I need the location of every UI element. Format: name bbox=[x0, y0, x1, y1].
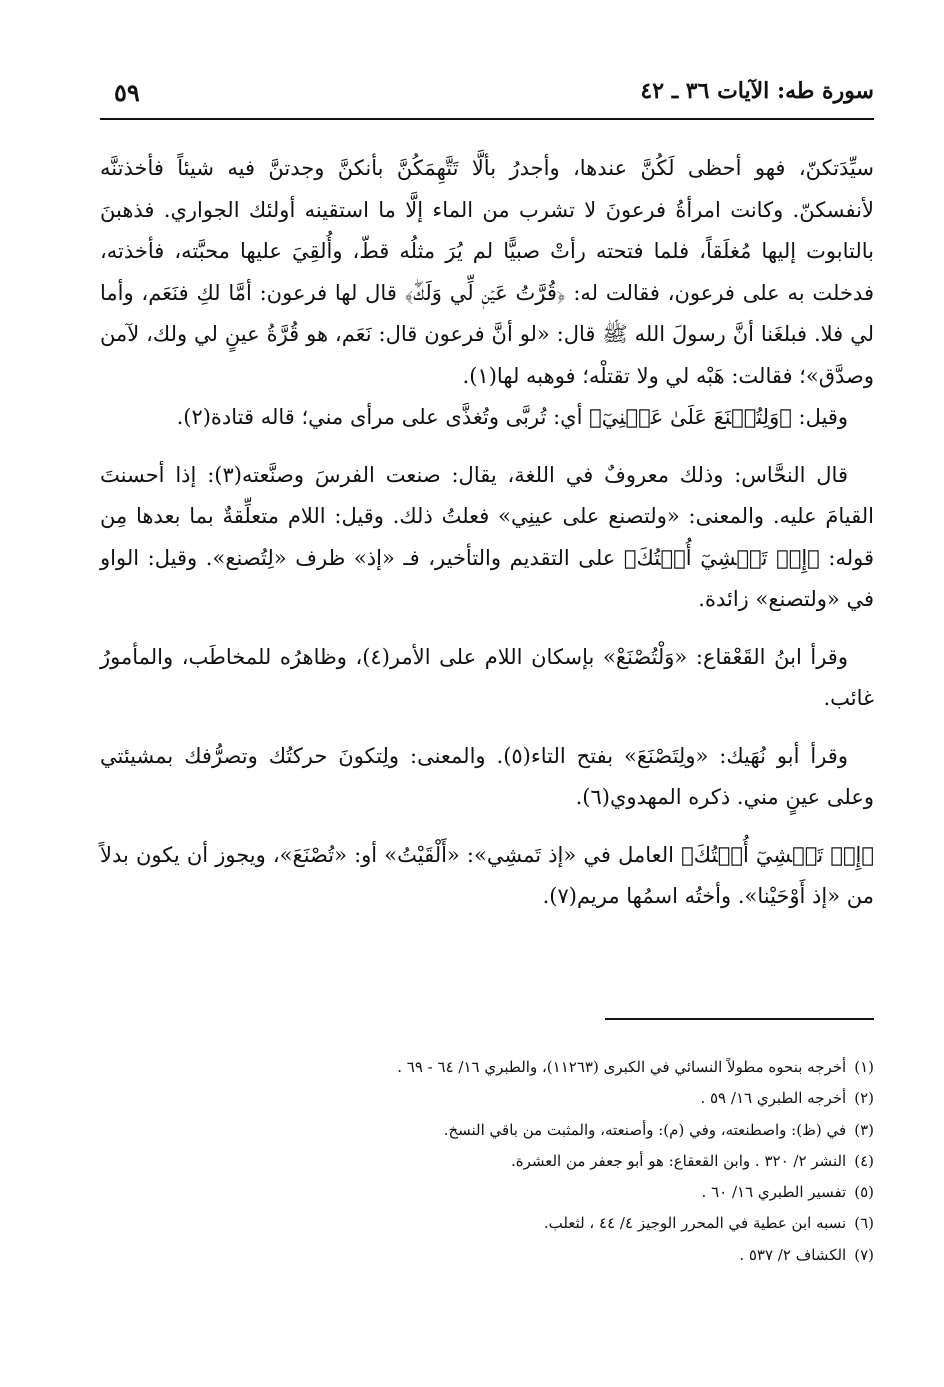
footnote bbox=[100, 1146, 874, 1177]
footnote-number: (٤) bbox=[854, 1151, 874, 1170]
footnote-text: نسبه ابن عطية في المحرر الوجيز ٤/ ٤٤ ، لثعلب. bbox=[543, 1214, 847, 1233]
paragraph: سيِّدَتكنّ، فهو أحظى لَكُنَّ عندها، وأجدرُ بألَّا تَتَّهِمَكُنَّ بأنكنَّ وجدتنَّ فيه شيئاً فأخذتنَّه لأنفسكنّ. وكانت امرأةُ فرعونَ لا تشرب من الماء إلَّا ما استقينه أولئك الجواري. فذهبنَ بالتابوت إليها مُغلَقاً، فلما فتحته رأتْ صبيًّا لم يُرَ مثلُه قطّ، وأُلقِيَ عليها محبَّته، فأخذته، فدخلت به على فرعون، فقالت له: ﴿قُرَّتُ عَيۡنٖ لِّي وَلَكَۖ﴾ قال لها فرعون: أمَّا لكِ فنَعَم، وأما لي فلا. فبلغَنا أنَّ رسولَ الله ﷺ قال: «لو أنَّ فرعون قال: نَعَم، هو قُرَّةُ عينٍ لي ولك، لآمن وصدَّق»؛ فقالت: هَبْه لي ولا تقتلْه؛ فوهبه لها(١). bbox=[100, 156, 874, 388]
paragraph: وقيل: ﴿وَلِتُصۡنَعَ عَلَىٰ عَيۡنِيٓ﴾ أي: تُربَّى وتُغذَّى على مرأى مني؛ قاله قتادة(٢). bbox=[176, 405, 848, 429]
footnote-number: (٥) bbox=[854, 1183, 874, 1202]
paragraph: ﴿إِذۡ تَمۡشِيٓ أُخۡتُكَ﴾ العامل في «إذ تَمشِي»: «أَلْقَيْتُ» أو: «تُصْنَعَ»، ويجوز أن يكون بدلاً من «إذ أَوْحَيْنا». وأختُه اسمُها مريم(٧). bbox=[100, 842, 874, 908]
footnote bbox=[100, 1240, 874, 1271]
footnote bbox=[100, 1052, 874, 1083]
footnotes bbox=[100, 1052, 874, 1271]
footnote-number: (٧) bbox=[854, 1245, 874, 1264]
main-text bbox=[100, 148, 874, 918]
chapter-title: سورة طه: الآيات ٣٦ ـ ٤٢ bbox=[640, 78, 874, 104]
footnote bbox=[100, 1177, 874, 1208]
paragraph: وقرأ ابنُ القَعْقاع: «وَلْتُصْنَعْ» بإسكان اللام على الأمر(٤)، وظاهرُه للمخاطَب، والمأمورُ غائب. bbox=[100, 644, 874, 710]
running-header bbox=[100, 74, 874, 120]
paragraph: وقرأ أبو نُهَيك: «ولِتَصْنَعَ» بفتح التاء(٥). والمعنى: ولِتكونَ حركتُك وتصرُّفك بمشيئتي وعلى عينٍ مني. ذكره المهدوي(٦). bbox=[100, 743, 874, 809]
footnote-text: تفسير الطبري ١٦/ ٦٠ . bbox=[701, 1183, 847, 1202]
page-number: ٥٩ bbox=[114, 78, 140, 107]
footnote-text: النشر ٢/ ٣٢٠ . وابن القعقاع: هو أبو جعفر من العشرة. bbox=[510, 1151, 847, 1170]
footnote bbox=[100, 1115, 874, 1146]
footnote bbox=[100, 1083, 874, 1114]
footnote-number: (١) bbox=[854, 1058, 874, 1076]
footnote-number: (٣) bbox=[854, 1120, 874, 1139]
footnote-text: الكشاف ٢/ ٥٣٧ . bbox=[739, 1245, 847, 1264]
footnote-text: أخرجه الطبري ١٦/ ٥٩ . bbox=[700, 1089, 847, 1108]
footnote-text: في (ظ): واصطنعته، وفي (م): وأصنعته، والمثبت من باقي النسخ. bbox=[443, 1120, 847, 1139]
footnote bbox=[100, 1208, 874, 1239]
footnote-separator bbox=[605, 1018, 874, 1020]
footnote-text: أخرجه بنحوه مطولاً النسائي في الكبرى (١١٢٦٣)، والطبري ١٦/ ٦٤ - ٦٩ . bbox=[397, 1058, 847, 1076]
footnote-number: (٢) bbox=[854, 1089, 874, 1108]
footnote-number: (٦) bbox=[854, 1214, 874, 1233]
paragraph: قال النحَّاس: وذلك معروفٌ في اللغة، يقال: صنعت الفرسَ وصنَّعته(٣): إذا أحسنتَ القيامَ عليه. والمعنى: «ولتصنع على عينِي» فعلتُ ذلك. وقيل: اللام متعلِّقةٌ بما بعدها مِن قوله: ﴿إِذۡ تَمۡشِيٓ أُخۡتُكَ﴾ على التقديم والتأخير، فـ «إذ» ظرف «لِتُصنع». وقيل: الواو في «ولتصنع» زائدة. bbox=[100, 462, 874, 611]
